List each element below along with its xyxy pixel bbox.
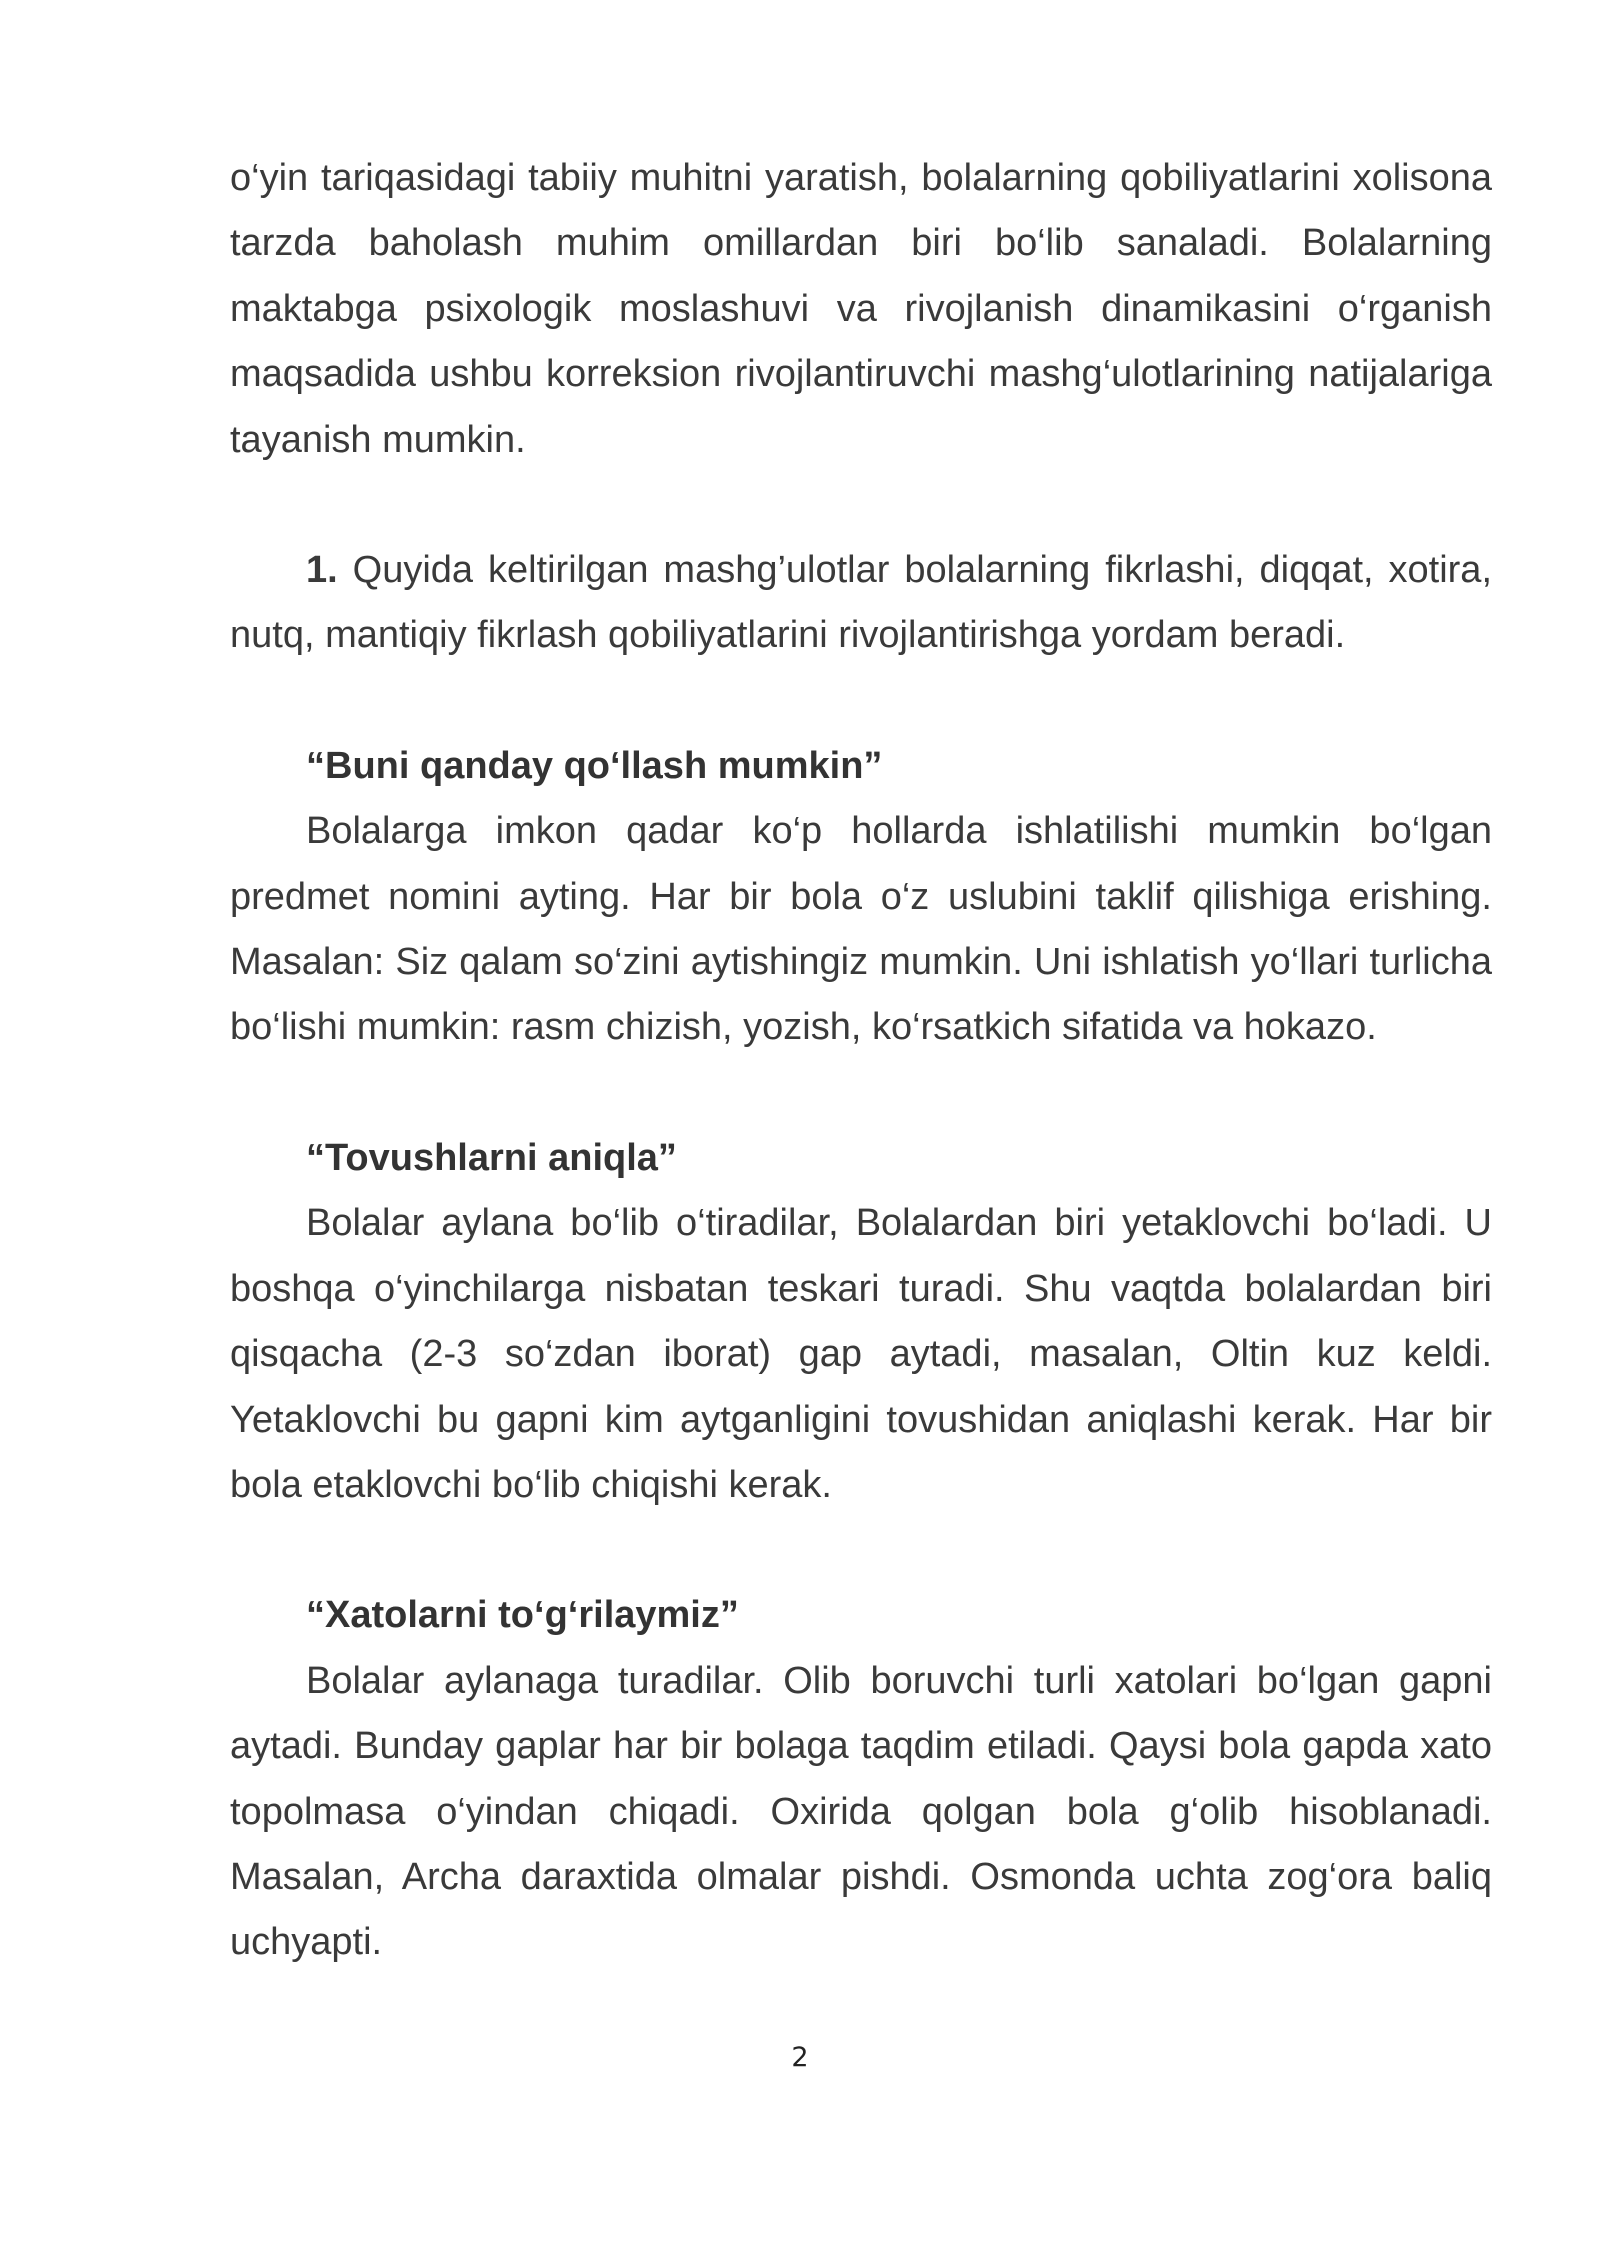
section-body-3: Bolalar aylanaga turadilar. Olib boruvchi turli xatolari bo‘lgan gapni aytadi. Bunday gaplar har bir bolaga taqdim etiladi. Qaysi bola gapda xato topolmasa o‘yindan chiqadi. Oxirida qolgan bola g‘olib hisoblanadi. Masalan, Archa daraxtida olmalar pishdi. Osmonda uchta zog‘ora baliq uchyapti. xyxy=(230,1659,1492,1964)
document-page xyxy=(230,146,1492,1976)
paragraph-spacer xyxy=(230,1518,1492,1583)
item-number: 1. xyxy=(306,549,338,592)
paragraph-spacer xyxy=(230,473,1492,538)
section-body-1: Bolalarga imkon qadar ko‘p hollarda ishlatilishi mumkin bo‘lgan predmet nomini ayting. Har bir bola o‘z uslubini taklif qilishiga erishing. Masalan: Siz qalam so‘zini aytishingiz mumkin. Uni ishlatish yo‘llari turlicha bo‘lishi mumkin: rasm chizish, yozish, ko‘rsatkich sifatida va hokazo. xyxy=(230,810,1492,1049)
section-body-2: Bolalar aylana bo‘lib o‘tiradilar, Bolalardan biri yetaklovchi bo‘ladi. U boshqa o‘yinchilarga nisbatan teskari turadi. Shu vaqtda bolalardan biri qisqacha (2-3 so‘zdan iborat) gap aytadi, masalan, Oltin kuz keldi. Yetaklovchi bu gapni kim aytganligini tovushidan aniqlashi kerak. Har bir bola etaklovchi bo‘lib chiqishi kerak. xyxy=(230,1202,1492,1506)
intro-paragraph: o‘yin tariqasidagi tabiiy muhitni yaratish, bolalarning qobiliyatlarini xolisona tarzda baholash muhim omillardan biri bo‘lib sanaladi. Bolalarning maktabga psixologik moslashuvi va rivojlanish dinamikasini o‘rganish maqsadida ushbu korreksion rivojlantiruvchi mashg‘ulotlarining natijalariga tayanish mumkin. xyxy=(230,157,1492,461)
page-number: 2 xyxy=(791,2042,809,2073)
section-heading-2: “Tovushlarni aniqla” xyxy=(306,1136,677,1179)
section-heading-3: “Xatolarni to‘g‘rilaymiz” xyxy=(306,1594,739,1637)
section-heading-1: “Buni qanday qo‘llash mumkin” xyxy=(306,744,883,787)
numbered-paragraph-text: Quyida keltirilgan mashg’ulotlar bolalarning fikrlashi, diqqat, xotira, nutq, mantiqiy fikrlash qobiliyatlarini rivojlantirishga yordam beradi. xyxy=(230,549,1492,657)
paragraph-spacer xyxy=(230,669,1492,734)
numbered-paragraph xyxy=(230,538,1492,669)
paragraph-spacer xyxy=(230,1061,1492,1126)
